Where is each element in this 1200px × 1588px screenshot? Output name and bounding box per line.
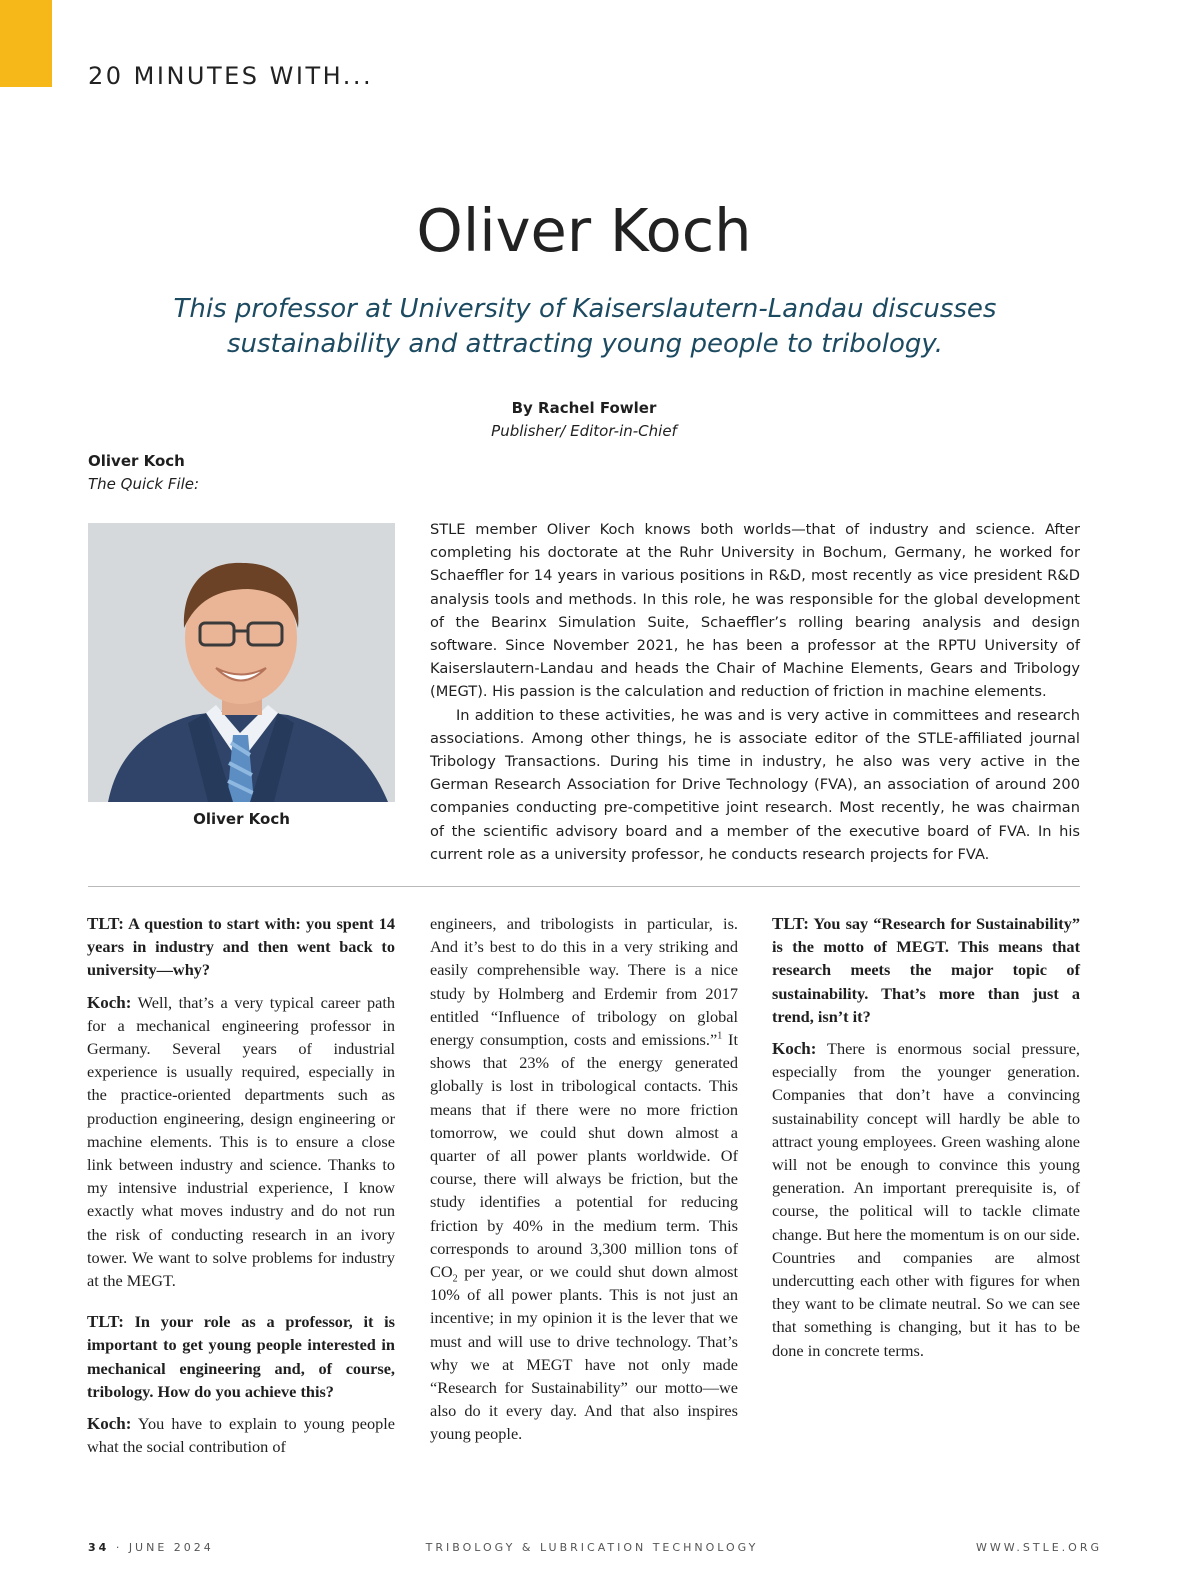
portrait-illustration (88, 523, 395, 802)
answer-text: per year, or we could shut down almost 10% of all power plants. This is not just an incentive; in my opinion it is the lever that we must and will use to drive technology. That’s why we at MEGT have not only made “Research for Sustainability” our motto—we also do it every day. And that also inspires young people. (430, 1262, 738, 1444)
interview-question (87, 912, 395, 982)
byline (0, 397, 1168, 443)
column-1 (87, 912, 395, 1467)
accent-bar (0, 0, 52, 87)
interview-answer (87, 991, 395, 1293)
answer-text: You have to explain to young people what the social contribution of (87, 1414, 395, 1457)
question-text: You say “Research for Sustainability” is the motto of MEGT. This means that research meets the major topic of sustainability. That’s more than just a trend, isn’t it? (772, 914, 1081, 1026)
interview-answer (87, 1412, 395, 1458)
column-3 (772, 912, 1080, 1371)
portrait-photo (88, 523, 395, 802)
footer-separator: · (115, 1541, 123, 1554)
page-number: 34 (88, 1541, 110, 1554)
speaker-label: Koch: (87, 992, 132, 1012)
answer-text: There is enormous social pressure, especially from the younger generation. Companies that don’t have a convincing sustainability concept will hardly be able to attract young employees. Green washing alone will not be enough to convince this young generation. An important prerequisite is, of course, the political will to tackle climate change. But here the momentum is on our side. Countries and companies are almost undercutting each other with figures for when they want to be climate neutral. So we can see that something is changing, but it has to be done in concrete terms. (772, 1039, 1080, 1360)
article-title: Oliver Koch (416, 196, 752, 265)
question-text: A question to start with: you spent 14 years in industry and then went back to university—why? (87, 914, 396, 980)
interview-answer (772, 1037, 1080, 1362)
speaker-label: Koch: (87, 1414, 132, 1434)
issue-date: JUNE 2024 (128, 1541, 214, 1554)
article-subtitle: This professor at University of Kaiserslautern-Landau discusses sustainability and attracting young people to tribology. (173, 294, 997, 359)
footnote-marker: 1 (717, 1030, 723, 1042)
question-text: In your role as a professor, it is important to get young people interested in mechanical engineering and, of course, tribology. How do you achieve this? (87, 1312, 395, 1401)
answer-text: engineers, and tribologists in particular, is. And it’s best to do this in a very striking and easily comprehensible way. There is a nice study by Holmberg and Erdemir from 2017 entitled “Influence of tribology on global energy consumption, costs and emissions.” (430, 914, 738, 1050)
quick-file (88, 450, 199, 496)
answer-text: It shows that 23% of the energy generated globally is lost in tribological contacts. This means that if there were no more friction tomorrow, we could shut down almost a quarter of all power plants worldwide. Of course, there will always be friction, but the study identifies a potential for reducing friction by 40% in the medium term. This corresponds to around 3,300 million tons of CO (430, 1030, 738, 1282)
byline-role: Publisher/ Editor-in-Chief (491, 422, 677, 440)
answer-text: Well, that’s a very typical career path for a mechanical engineering professor in Germany. Several years of industrial experience is usually required, especially in the practice-oriented departments such as production engineering, design engineering or machine elements. This is to ensure a close link between industry and science. Thanks to my intensive industrial experience, I know exactly what moves industry and do not run the risk of conducting research in an ivory tower. We want to solve problems for industry at the MEGT. (87, 992, 395, 1291)
quick-file-label: The Quick File: (88, 475, 200, 493)
subscript: 2 (452, 1273, 458, 1285)
interview-question (87, 1310, 395, 1403)
byline-author: By Rachel Fowler (511, 399, 657, 417)
interview-answer-continued (430, 912, 738, 1446)
speaker-label: TLT: (87, 1312, 124, 1332)
speaker-label: Koch: (772, 1039, 817, 1059)
intro-paragraph: STLE member Oliver Koch knows both worlds—that of industry and science. After completing his doctorate at the Ruhr University in Bochum, Germany, he worked for Schaeffler for 14 years in various positions in R&D, most recently as vice president R&D analysis tools and methods. In this role, he was responsible for the global development of the Bearinx Simulation Suite, Schaeffler’s rolling bearing analysis and design software. Since November 2021, he has been a professor at the RPTU University of Kaiserslautern-Landau and heads the Chair of Machine Elements, Gears and Tribology (MEGT). His passion is the calculation and reduction of friction in machine elements. (430, 521, 1080, 701)
intro-text (430, 518, 1080, 866)
website-link[interactable]: WWW.STLE.ORG (976, 1541, 1102, 1554)
photo-caption: Oliver Koch (193, 810, 290, 828)
intro-paragraph: In addition to these activities, he was and is very active in committees and research associations. Among other things, he is associate editor of the STLE-affiliated journal Tribology Transactions. During his time in industry, he also was very active in the German Research Association for Drive Technology (FVA), an association of around 200 companies conducting pre-competitive joint research. Most recently, he was chairman of the scientific advisory board and a member of the executive board of FVA. In his current role as a university professor, he conducts research projects for FVA. (430, 706, 1080, 863)
publication-name: TRIBOLOGY & LUBRICATION TECHNOLOGY (425, 1541, 759, 1554)
section-divider (88, 886, 1080, 887)
quick-file-name: Oliver Koch (88, 452, 185, 470)
speaker-label: TLT: (87, 914, 124, 933)
column-2 (430, 912, 738, 1455)
section-label: 20 MINUTES WITH... (88, 62, 374, 90)
interview-question (772, 912, 1080, 1028)
speaker-label: TLT: (772, 914, 809, 933)
